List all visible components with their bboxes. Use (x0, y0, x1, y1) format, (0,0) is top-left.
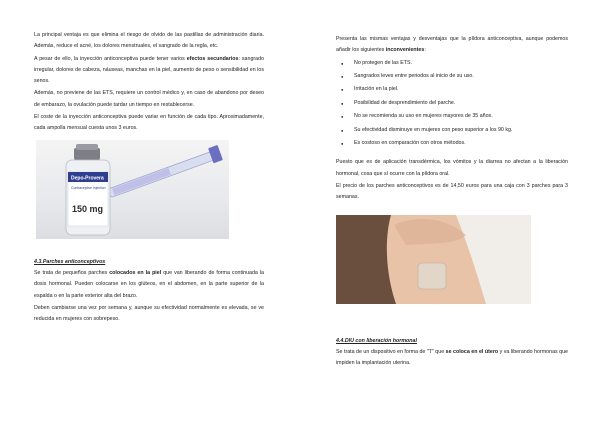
list-item: ● No protegen de las ETS. (354, 57, 568, 70)
list-item: ● Posibilidad de desprendimiento del parche. (354, 97, 568, 110)
section-heading: 4.4.DIU con liberación hormonal (336, 337, 417, 344)
paragraph: Presenta las mismas ventajas y desventajas que la píldora anticonceptiva, aunque podemos añadir los siguientes inconvenientes: (336, 36, 568, 54)
right-column (336, 0, 568, 370)
paragraph: La principal ventaja es que elimina el riesgo de olvido de las pastillas de administración diaria. Además, reduce el acné, los dolores menstruales, el sangrado de la regla, etc. (34, 32, 264, 50)
list-item: ● No se recomienda su uso en mujeres mayores de 35 años. (354, 110, 568, 123)
vial-brand-text: Depo-Provera (71, 175, 104, 182)
vial-sub-text: Contraceptive Injection (71, 185, 106, 190)
list-item: ● Su efectividad disminuye en mujeres con peso superior a los 90 kg. (354, 124, 568, 137)
paragraph: Además, no previene de las ETS, requiere un control médico y, en caso de abandono por deseo de embarazo, la ovulación puede tardar un tiempo en restablecerse. (34, 90, 264, 108)
paragraph: El coste de la inyección anticonceptiva puede variar en función de cada tipo. Aproximadamente, cada ampolla mensual cuesta unos 3 euros. (34, 114, 264, 132)
list-item: ● Es costoso en comparación con otros métodos. (354, 137, 568, 150)
emphasis: colocados en la piel (109, 269, 162, 276)
drawbacks-list (336, 57, 568, 151)
contraceptive-patch-photo (336, 215, 531, 304)
emphasis: efectos secundarios (186, 55, 239, 62)
emphasis: inconvenientes (385, 47, 425, 54)
paragraph: El precio de los parches anticonceptivos es de 14,50 euros para una caja con 3 parches para 3 semanas. (336, 183, 568, 201)
section-heading: 4.3.Parches anticonceptivos (34, 258, 106, 265)
paragraph: Deben cambiarse una vez por semana y, aunque su efectividad normalmente es elevada, se ve reducida en mujeres con sobrepeso. (34, 304, 264, 323)
paragraph: Puesto que es de aplicación transdérmica, los vómitos y la diarrea no afectan a la liberación hormonal, cosa que sí ocurre con la píldora oral. (336, 159, 568, 177)
vial-dose-text: 150 mg (72, 203, 104, 214)
injection-vial-photo (36, 140, 229, 239)
list-item: ● Sangrados leves entre periodos al inicio de su uso. (354, 70, 568, 83)
left-column (34, 0, 264, 325)
paragraph: Se trata de pequeños parches colocados en la piel que van liberando de forma continuada la dosis hormonal. Pueden colocarse en los glúteos, en el abdomen, en la parte superior de la espalda o en la parte exterior alta del brazo. (34, 269, 264, 299)
paragraph: A pesar de ello, la inyección anticonceptiva puede tener varios efectos secundarios: sangrado irregular, dolores de cabeza, náuseas, manchas en la piel, aumento de peso o sensibilidad en los senos. (34, 55, 264, 85)
list-item: ● Irritación en la piel. (354, 83, 568, 96)
emphasis: se coloca en el útero (445, 348, 499, 355)
paragraph: Se trata de un dispositivo en forma de "T" que se coloca en el útero y va liberando hormonas que impiden la implantación uterina. (336, 348, 568, 367)
